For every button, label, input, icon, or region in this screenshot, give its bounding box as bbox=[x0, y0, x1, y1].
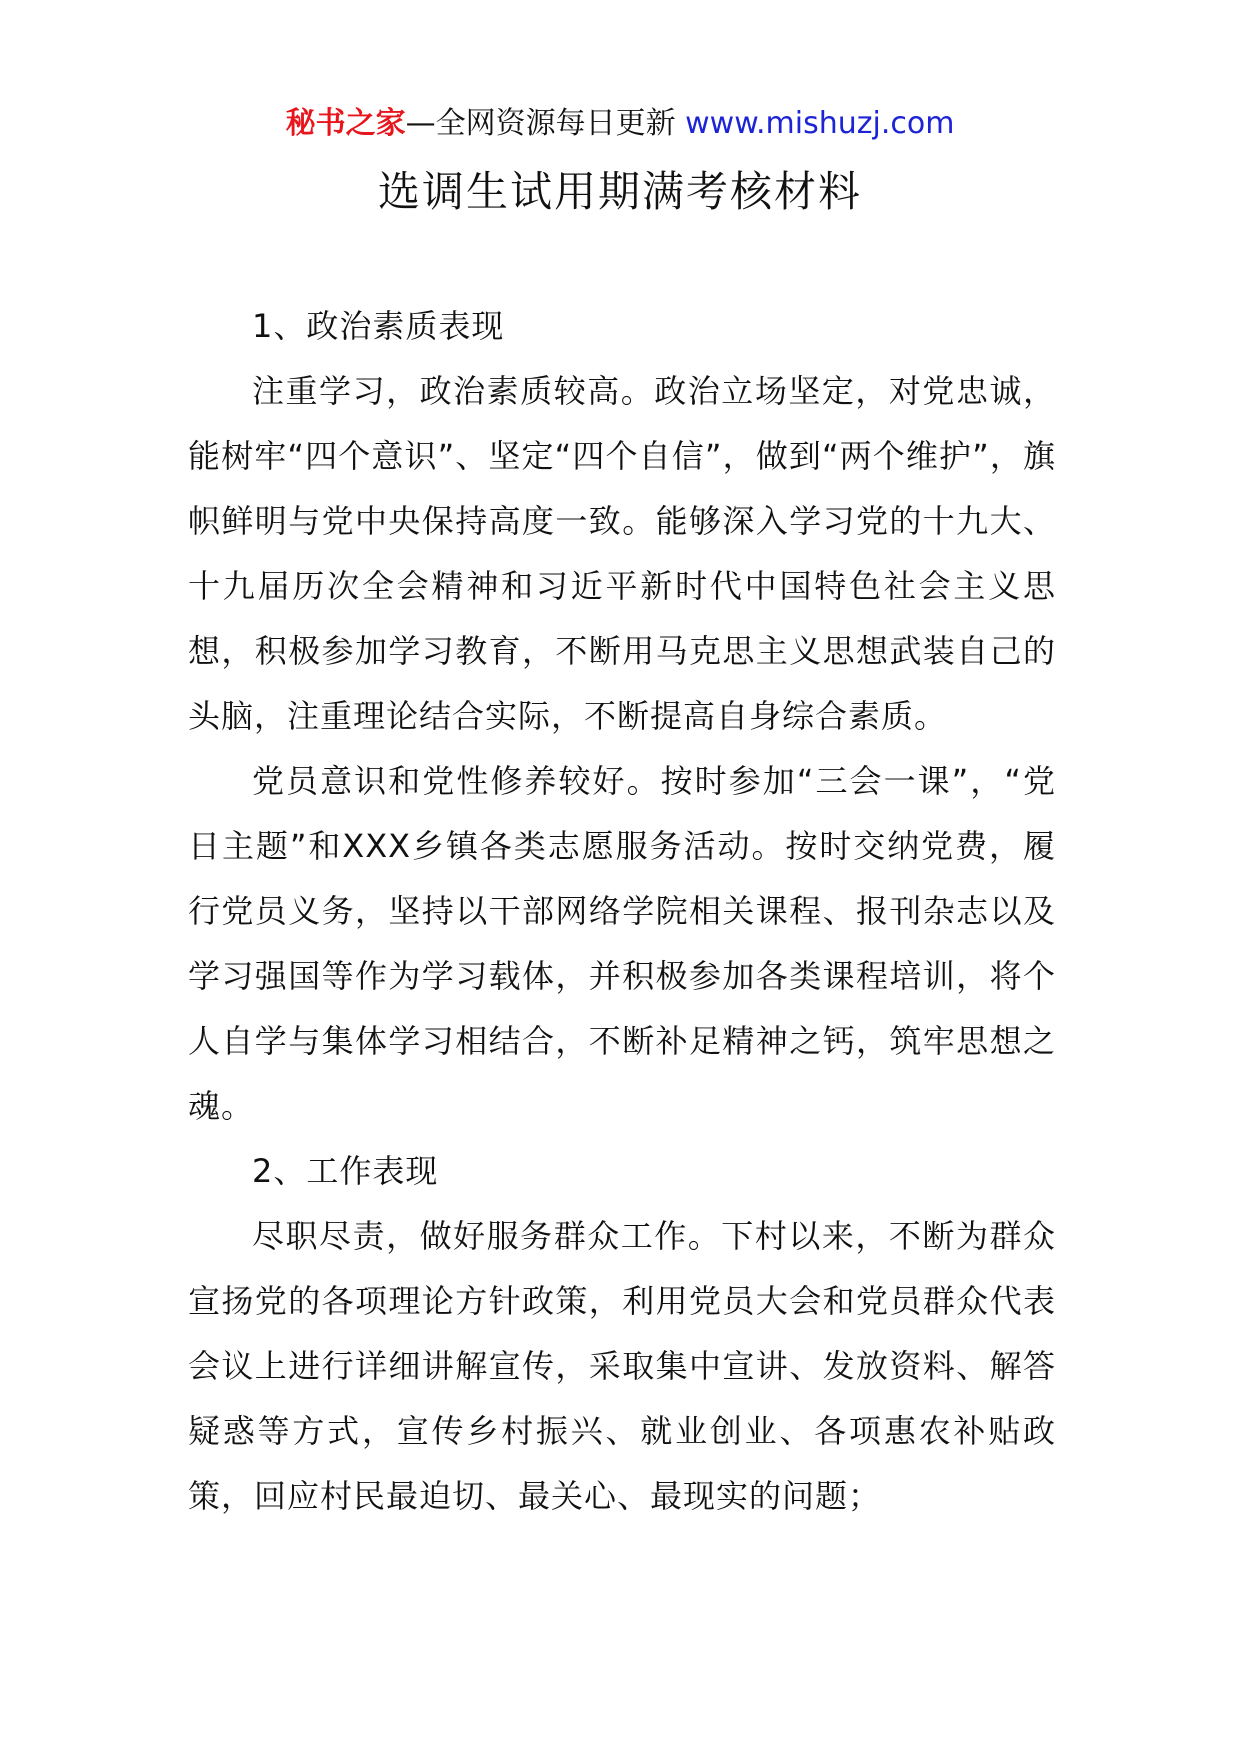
paragraph-party-awareness: 党员意识和党性修养较好。按时参加“三会一课”，“党日主题”和XXX乡镇各类志愿服务活动。按时交纳党费，履行党员义务，坚持以干部网络学院相关课程、报刊杂志以及学习强国等作为学习载体，并积极参加各类课程培训，将个人自学与集体学习相结合，不断补足精神之钙，筑牢思想之魂。 bbox=[188, 762, 1056, 1125]
brand-name: 秘书之家 bbox=[285, 106, 406, 141]
paragraph-study: 注重学习，政治素质较高。政治立场坚定，对党忠诚，能树牢“四个意识”、坚定“四个自信”，做到“两个维护”，旗帜鲜明与党中央保持高度一致。能够深入学习党的十九大、十九届历次全会精神和习近平新时代中国特色社会主义思想，积极参加学习教育，不断用马克思主义思想武装自己的头脑，注重理论结合实际，不断提高自身综合素质。 bbox=[188, 372, 1056, 735]
section-heading-work: 2、工作表现 bbox=[252, 1152, 439, 1190]
paragraph-service: 尽职尽责，做好服务群众工作。下村以来，不断为群众宣扬党的各项理论方针政策，利用党员大会和党员群众代表会议上进行详细讲解宣传，采取集中宣讲、发放资料、解答疑惑等方式，宣传乡村振兴、就业创业、各项惠农补贴政策，回应村民最迫切、最关心、最现实的问题； bbox=[188, 1217, 1056, 1515]
document-body bbox=[188, 294, 1056, 1529]
document-title: 选调生试用期满考核材料 bbox=[377, 167, 862, 216]
site-url-link[interactable]: www.mishuzj.com bbox=[685, 106, 955, 141]
header-tagline: —全网资源每日更新 bbox=[405, 106, 676, 141]
site-header bbox=[0, 104, 1240, 144]
section-heading-political: 1、政治素质表现 bbox=[252, 307, 505, 345]
